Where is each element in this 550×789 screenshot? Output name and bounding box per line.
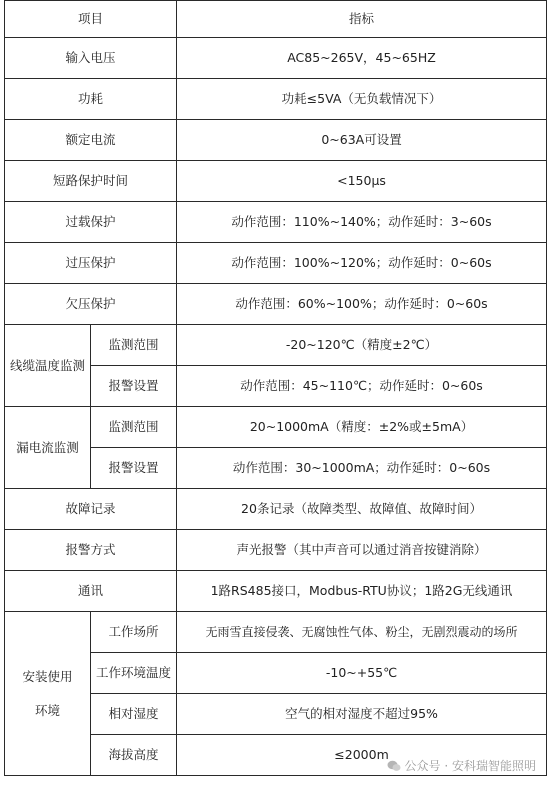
table-row [5, 79, 547, 120]
row-item: 输入电压 [5, 38, 177, 79]
spec-table [4, 0, 547, 776]
row-spec: 20条记录（故障类型、故障值、故障时间） [177, 489, 547, 530]
row-subitem: 报警设置 [91, 448, 177, 489]
table-row [5, 407, 547, 448]
row-spec: 功耗≤5VA（无负载情况下） [177, 79, 547, 120]
row-spec: 动作范围：100%~120%；动作延时：0~60s [177, 243, 547, 284]
row-spec: 动作范围：110%~140%；动作延时：3~60s [177, 202, 547, 243]
header-spec: 指标 [177, 1, 547, 38]
table-row [5, 202, 547, 243]
table-row [5, 38, 547, 79]
row-item: 欠压保护 [5, 284, 177, 325]
row-item: 过载保护 [5, 202, 177, 243]
row-subitem: 工作环境温度 [91, 653, 177, 694]
table-row [5, 571, 547, 612]
row-spec: -20~120℃（精度±2℃） [177, 325, 547, 366]
row-item: 报警方式 [5, 530, 177, 571]
row-item: 额定电流 [5, 120, 177, 161]
table-row [5, 284, 547, 325]
row-subitem: 工作场所 [91, 612, 177, 653]
row-spec: <150μs [177, 161, 547, 202]
table-header-row [5, 1, 547, 38]
watermark [387, 757, 536, 774]
row-spec: 无雨雪直接侵袭、无腐蚀性气体、粉尘，无剧烈震动的场所 [177, 612, 547, 653]
row-spec: 动作范围：30~1000mA；动作延时：0~60s [177, 448, 547, 489]
table-row [5, 161, 547, 202]
row-spec: 动作范围：45~110℃；动作延时：0~60s [177, 366, 547, 407]
row-subitem: 监测范围 [91, 407, 177, 448]
table-row [5, 120, 547, 161]
environment-group-label: 安装使用环境 [5, 612, 91, 776]
row-item: 通讯 [5, 571, 177, 612]
row-item: 故障记录 [5, 489, 177, 530]
row-item: 过压保护 [5, 243, 177, 284]
row-spec: 声光报警（其中声音可以通过消音按键消除） [177, 530, 547, 571]
row-subitem: 相对湿度 [91, 694, 177, 735]
table-row [5, 612, 547, 653]
row-spec: 空气的相对湿度不超过95% [177, 694, 547, 735]
table-row [5, 489, 547, 530]
header-item: 项目 [5, 1, 177, 38]
row-subitem: 海拔高度 [91, 735, 177, 776]
row-spec: 20~1000mA（精度：±2%或±5mA） [177, 407, 547, 448]
table-row [5, 530, 547, 571]
row-spec: 动作范围：60%~100%；动作延时：0~60s [177, 284, 547, 325]
row-spec: ≤2000m [177, 735, 547, 776]
row-spec: AC85~265V，45~65HZ [177, 38, 547, 79]
row-item: 短路保护时间 [5, 161, 177, 202]
table-row [5, 325, 547, 366]
row-spec: 1路RS485接口，Modbus-RTU协议；1路2G无线通讯 [177, 571, 547, 612]
watermark-text: 公众号 · 安科瑞智能照明 [404, 759, 536, 773]
leakage-group-label: 漏电流监测 [5, 407, 91, 489]
cable-temp-group-label: 线缆温度监测 [5, 325, 91, 407]
row-subitem: 报警设置 [91, 366, 177, 407]
row-item: 功耗 [5, 79, 177, 120]
row-spec: 0~63A可设置 [177, 120, 547, 161]
table-row [5, 243, 547, 284]
wechat-icon [387, 760, 401, 772]
row-subitem: 监测范围 [91, 325, 177, 366]
row-spec: -10~+55℃ [177, 653, 547, 694]
